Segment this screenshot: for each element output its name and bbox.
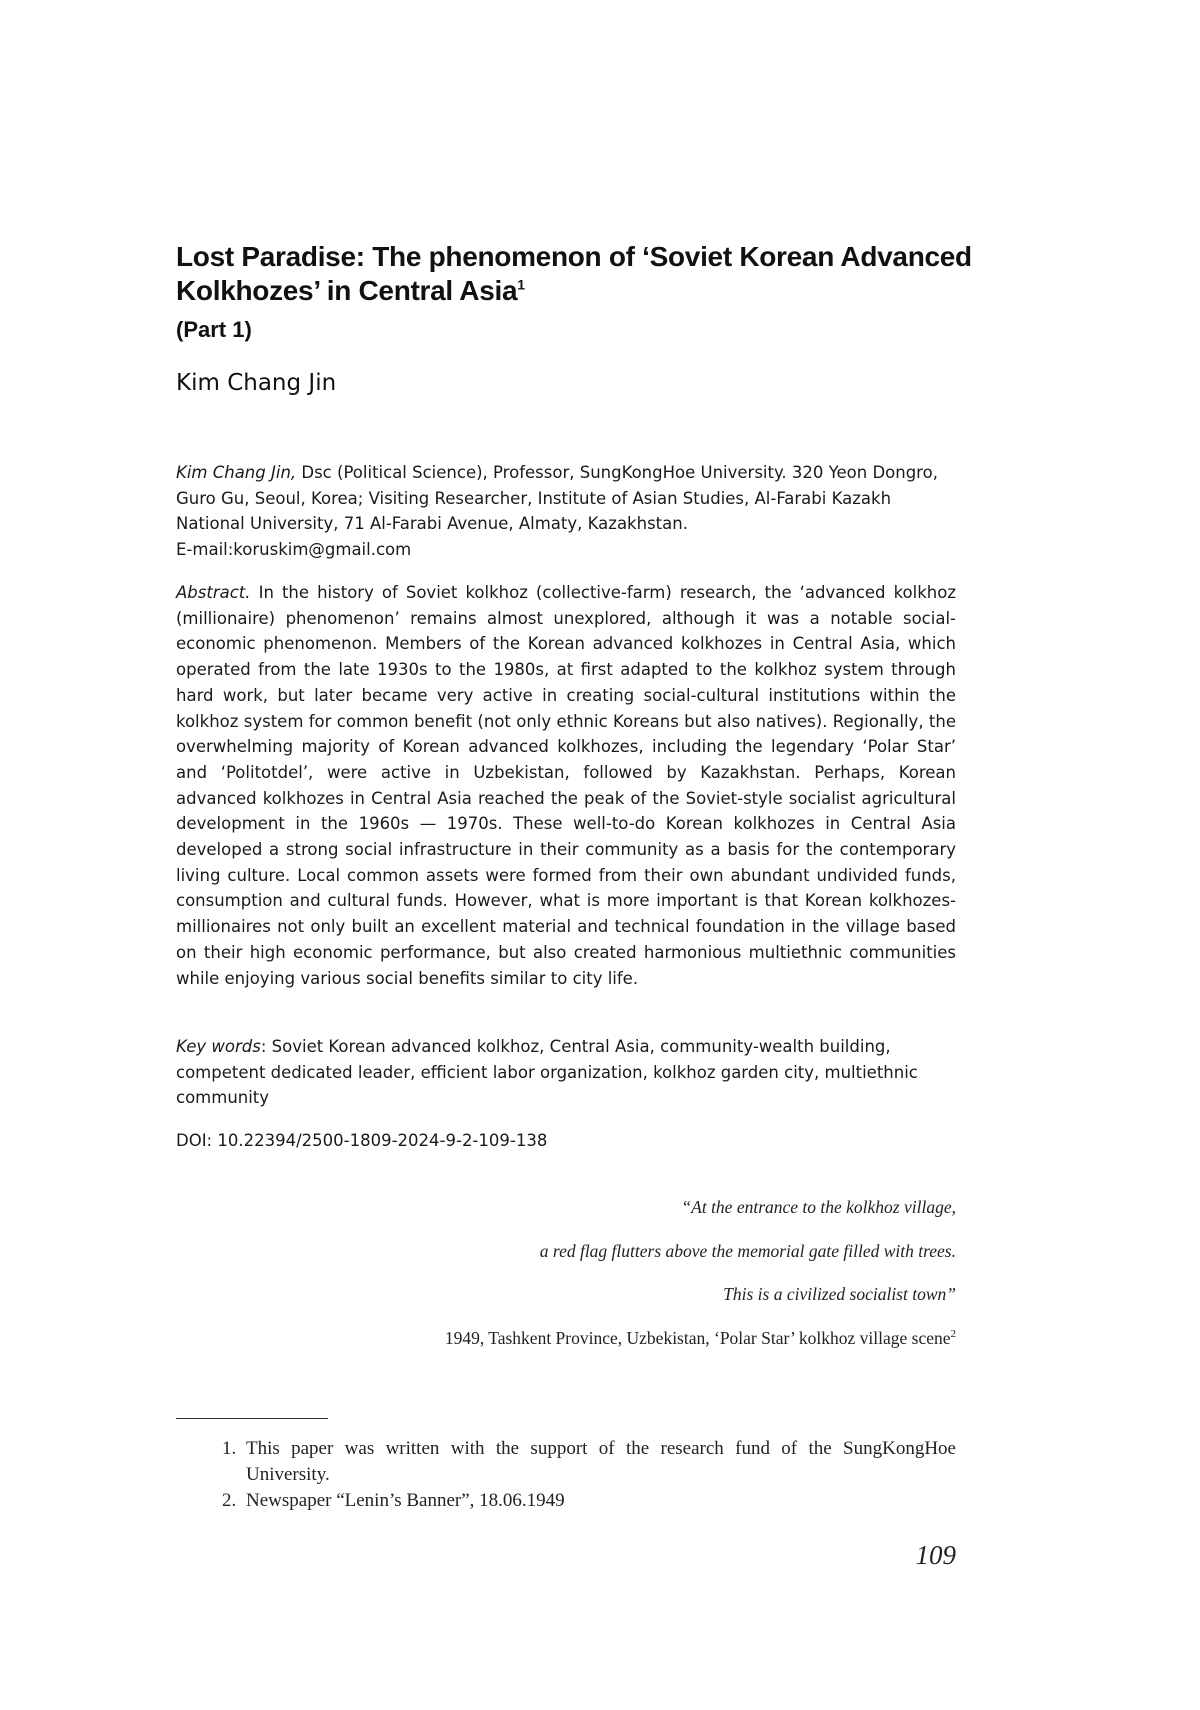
abstract-text: In the history of Soviet kolkhoz (collective-farm) research, the ‘advanced kolkhoz (millionaire) phenomenon’ remains almost unexplored, although it was a notable social-economic phenomenon. Members of the Korean advanced kolkhozes in Central Asia, which operated from the late 1930s to the 1980s, at first adapted to the kolkhoz system through hard work, but later became very active in creating social-cultural institutions within the kolkhoz system for common benefit (not only ethnic Koreans but also natives). Regionally, the overwhelming majority of Korean advanced kolkhozes, including the legendary ‘Polar Star’ and ‘Politotdel’, were active in Uzbekistan, followed by Kazakhstan. Perhaps, Korean advanced kolkhozes in Central Asia reached the peak of the Soviet-style socialist agricultural development in the 1960s — 1970s. These well-to-do Korean kolkhozes in Central Asia developed a strong social infrastructure in their community as a basis for the contemporary living culture. Local common assets were formed from their own abundant undivided funds, consumption and cultural funds. However, what is more important is that Korean kolkhozes-millionaires not only built an excellent material and technical foundation in the village based on their high economic performance, but also created harmonious multiethnic communities while enjoying various social benefits similar to city life. — [176, 583, 956, 988]
article-title-text: Lost Paradise: The phenomenon of ‘Soviet Korean Advanced Kolkhozes’ in Central Asia — [176, 241, 972, 306]
footnote-item — [176, 1488, 956, 1514]
page-number: 109 — [915, 1540, 956, 1570]
footnote-number: 1. — [222, 1438, 237, 1459]
footnote-text: Newspaper “Lenin’s Banner”, 18.06.1949 — [246, 1490, 565, 1511]
abstract — [176, 580, 956, 991]
epigraph-footnote-mark: 2 — [950, 1327, 956, 1340]
author-affiliation — [176, 460, 956, 563]
affiliation-author-name: Kim Chang Jin, — [176, 463, 297, 482]
keywords-text: : Soviet Korean advanced kolkhoz, Central Asia, community-wealth building, competent dedicated leader, efficient labor organization, kolkhoz garden city, multiethnic community — [176, 1037, 918, 1108]
footnote-text: This paper was written with the support of the research fund of the SungKongHoe University. — [246, 1438, 956, 1485]
epigraph-line: a red flag flutters above the memorial gate filled with trees. — [539, 1240, 956, 1261]
article-title — [176, 240, 996, 308]
author-email: E-mail:koruskim@gmail.com — [176, 540, 412, 560]
keywords — [176, 1034, 956, 1111]
title-footnote-mark: 1 — [517, 276, 525, 293]
epigraph-line: This is a civilized socialist town” — [723, 1284, 956, 1304]
footnote-item — [176, 1436, 956, 1488]
epigraph — [300, 1196, 956, 1349]
abstract-label: Abstract. — [176, 583, 251, 602]
affiliation-details: Dsc (Political Science), Professor, SungKongHoe University. 320 Yeon Dongro, Guro Gu, Seoul, Korea; Visiting Researcher, Institute of Asian Studies, Al-Farabi Kazakh National University, 71 Al-Farabi Avenue, Almaty, Kazakhstan. — [176, 463, 938, 534]
footnotes — [176, 1436, 956, 1514]
footnote-divider — [176, 1418, 328, 1419]
epigraph-source-text: 1949, Tashkent Province, Uzbekistan, ‘Polar Star’ kolkhoz village scene — [444, 1327, 951, 1348]
doi: DOI: 10.22394/2500-1809-2024-9-2-109-138 — [176, 1131, 548, 1150]
epigraph-source — [300, 1327, 956, 1349]
article-subtitle: (Part 1) — [176, 317, 252, 342]
keywords-label: Key words — [176, 1037, 261, 1056]
article-author: Kim Chang Jin — [176, 370, 337, 396]
epigraph-line: “At the entrance to the kolkhoz village, — [681, 1197, 956, 1217]
footnote-number: 2. — [222, 1490, 237, 1511]
